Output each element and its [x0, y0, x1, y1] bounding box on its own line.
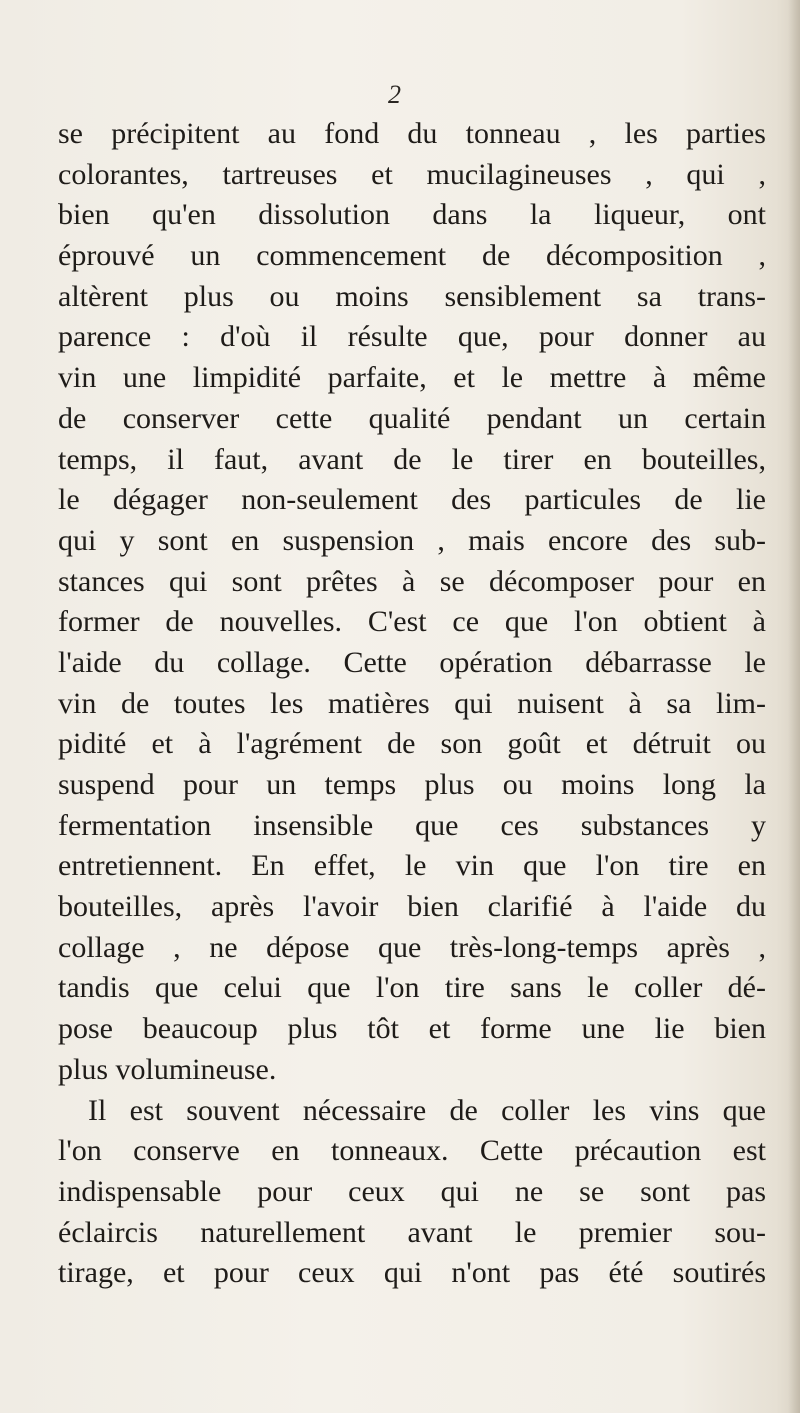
- text-line: pose beaucoup plus tôt et forme une lie bien: [58, 1012, 766, 1046]
- text-line: éclaircis naturellement avant le premier sou-: [58, 1215, 766, 1249]
- text-line: stances qui sont prêtes à se décomposer pour en: [58, 564, 766, 598]
- text-line: temps, il faut, avant de le tirer en bouteilles,: [58, 442, 766, 476]
- text-line: tandis que celui que l'on tire sans le coller dé-: [58, 971, 766, 1005]
- text-line: colorantes, tartreuses et mucilagineuses , qui ,: [58, 157, 766, 191]
- text-line: vin une limpidité parfaite, et le mettre à même: [58, 361, 766, 395]
- paragraph-start-line: Il est souvent nécessaire de coller les vins que: [88, 1093, 766, 1127]
- text-line: de conserver cette qualité pendant un certain: [58, 401, 766, 435]
- page-edge-shadow: [788, 0, 800, 1413]
- body-text: [58, 114, 766, 1294]
- text-line: qui y sont en suspension , mais encore des sub-: [58, 523, 766, 557]
- text-line: entretiennent. En effet, le vin que l'on tire en: [58, 849, 766, 883]
- text-line: collage , ne dépose que très-long-temps après ,: [58, 930, 766, 964]
- text-line: le dégager non-seulement des particules de lie: [58, 483, 766, 517]
- text-line: vin de toutes les matières qui nuisent à sa lim-: [58, 686, 766, 720]
- page-number: 2: [388, 80, 401, 109]
- text-line: fermentation insensible que ces substances y: [58, 808, 766, 842]
- text-line: tirage, et pour ceux qui n'ont pas été soutirés: [58, 1256, 766, 1290]
- text-line: l'on conserve en tonneaux. Cette précaution est: [58, 1134, 766, 1168]
- text-line: se précipitent au fond du tonneau , les parties: [58, 117, 766, 150]
- text-line: bien qu'en dissolution dans la liqueur, ont: [58, 198, 766, 232]
- text-line: éprouvé un commencement de décomposition ,: [58, 239, 766, 273]
- text-line: former de nouvelles. C'est ce que l'on obtient à: [58, 605, 766, 639]
- text-line: l'aide du collage. Cette opération débarrasse le: [58, 645, 766, 679]
- text-line: bouteilles, après l'avoir bien clarifié à l'aide du: [58, 890, 766, 924]
- paragraph-end-line: plus volumineuse.: [58, 1052, 277, 1086]
- text-line: altèrent plus ou moins sensiblement sa trans-: [58, 279, 766, 313]
- text-line: suspend pour un temps plus ou moins long la: [58, 768, 766, 801]
- text-line: indispensable pour ceux qui ne se sont pas: [58, 1174, 766, 1208]
- text-line: pidité et à l'agrément de son goût et détruit ou: [58, 727, 766, 761]
- text-line: parence : d'où il résulte que, pour donner au: [58, 320, 766, 354]
